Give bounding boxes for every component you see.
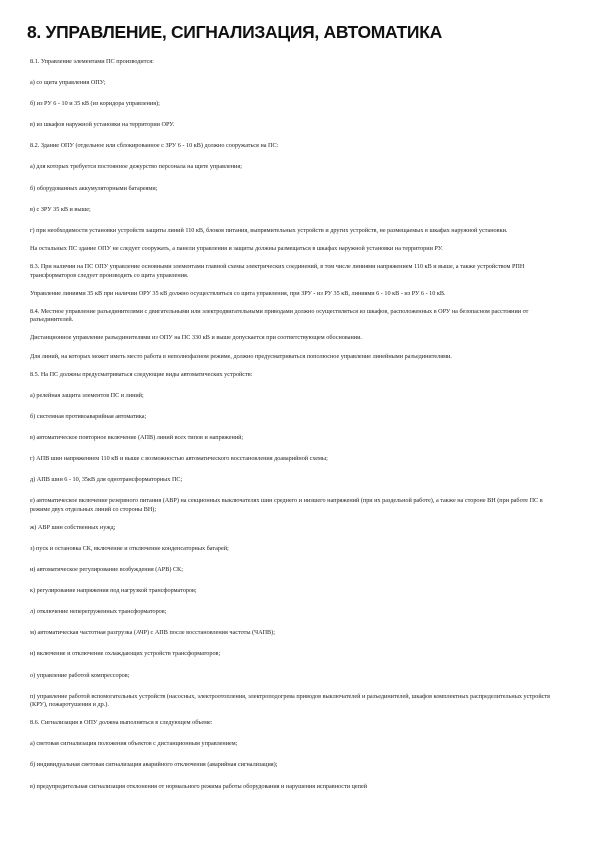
paragraph: а) релейная защита элементов ПС и линий;	[30, 391, 144, 399]
paragraph: а) световая сигнализация положения объектов с дистанционным управлением;	[30, 740, 238, 748]
paragraph: 8.1. Управление элементами ПС производится:	[30, 58, 154, 65]
paragraph: а) для которых требуется постоянное дежурство персонала на щите управления;	[30, 163, 242, 171]
paragraph: 8.3. При наличии на ПС ОПУ управление основными элементами главной схемы электрических соединений, в том числе линиями напряжением 110 кВ и выше, а также устройством РПН трансформаторов следует производить со щита управления.	[30, 262, 525, 279]
paragraph: в) предупредительная сигнализация отклонения от нормального режима работы оборудования и нарушения исправности цепей	[30, 782, 368, 790]
paragraph: Дистанционное управление разъединителями из ОПУ на ПС 330 кВ и выше допускается при соответствующем обосновании.	[30, 334, 362, 342]
paragraph: м) автоматическая частотная разгрузка (АЧР) с АПВ после восстановления частоты (ЧАПВ);	[30, 629, 275, 637]
paragraph: На остальных ПС здание ОПУ не следует сооружать, а панели управления и защиты должны размещаться в шкафах наружной установки на территории РУ.	[30, 244, 443, 252]
section-title: 8. УПРАВЛЕНИЕ, СИГНАЛИЗАЦИЯ, АВТОМАТИКА	[27, 22, 442, 42]
paragraph: 8.6. Сигнализация в ОПУ должна выполняться в следующем объеме:	[30, 719, 213, 727]
paragraph: в) автоматическое повторное включение (АПВ) линий всех типов и напряжений;	[30, 433, 244, 441]
paragraph: ж) АВР шин собственных нужд;	[30, 523, 116, 531]
paragraph: г) АПВ шин напряжением 110 кВ и выше с возможностью автоматического восстановления доаварийной схемы;	[30, 454, 328, 462]
paragraph: з) пуск и остановка СК, включение и отключение конденсаторных батарей;	[30, 544, 229, 552]
paragraph: г) при необходимости установки устройств защиты линий 110 кВ, блоков питания, выпрямительных устройств и других устройств, не размещаемых в шкафах наружной установки.	[30, 226, 508, 234]
paragraph: в) с ЗРУ 35 кВ и выше;	[30, 205, 91, 213]
paragraph: б) системная противоаварийная автоматика;	[30, 412, 147, 420]
paragraph: б) из РУ 6 - 10 и 35 кВ (из коридора управления);	[30, 100, 160, 108]
paragraph: е) автоматическое включение резервного питания (АВР) на секционных выключателях шин среднего и низшего напряжений (при их раздельной работе), а также на стороне ВН (при работе ПС в режиме двух отдельных линий со стороны ВН);	[30, 497, 543, 513]
paragraph: б) оборудованных аккумуляторными батареями;	[30, 184, 158, 192]
paragraph: а) со щита управления ОПУ;	[30, 79, 106, 87]
paragraph: 8.4. Местное управление разъединителями с двигательными или электродвигательными приводами должно осуществляться из шкафов, расположенных в ОРУ на безопасном расстоянии от разъединителей.	[30, 307, 529, 324]
paragraph: 8.2. Здание ОПУ (отдельное или сблокированное с ЗРУ 6 - 10 кВ) должно сооружаться на ПС:	[30, 142, 279, 150]
paragraph: п) управление работой вспомогательных устройств (насосных, электроотопления, электроподогрева приводов выключателей и разъединителей, шкафов комплектных распределительных устройств (КРУ), пожаротушения и др.).	[30, 692, 551, 709]
document-body	[30, 58, 565, 791]
paragraph: н) включение и отключение охлаждающих устройств трансформаторов;	[30, 650, 221, 658]
paragraph: в) из шкафов наружной установки на территории ОРУ.	[30, 121, 175, 129]
paragraph: к) регулирование напряжения под нагрузкой трансформаторов;	[30, 587, 197, 595]
paragraph: Для линий, на которых может иметь место работа в неполнофазном режиме, должно предусматриваться пополюсное управление линейными разъединителями.	[30, 352, 452, 360]
paragraph: о) управление работой компрессоров;	[30, 671, 130, 679]
paragraph: д) АПВ шин 6 - 10, 35кВ для однотрансформаторных ПС;	[30, 476, 183, 484]
paragraph: б) индивидуальная световая сигнализация аварийного отключения (аварийная сигнализация);	[30, 761, 278, 769]
paragraph: и) автоматическое регулирование возбуждения (АРВ) СК;	[30, 566, 183, 574]
paragraph: л) отключение неперегруженных трансформаторов;	[30, 608, 167, 616]
paragraph: Управление линиями 35 кВ при наличии ОРУ 35 кВ должно осуществляться со щита управления, при ЗРУ - из РУ 35 кВ, линиями 6 - 10 кВ - из РУ 6 - 10 кВ.	[30, 289, 446, 297]
paragraph: 8.5. На ПС должны предусматриваться следующие виды автоматических устройств:	[30, 370, 253, 378]
